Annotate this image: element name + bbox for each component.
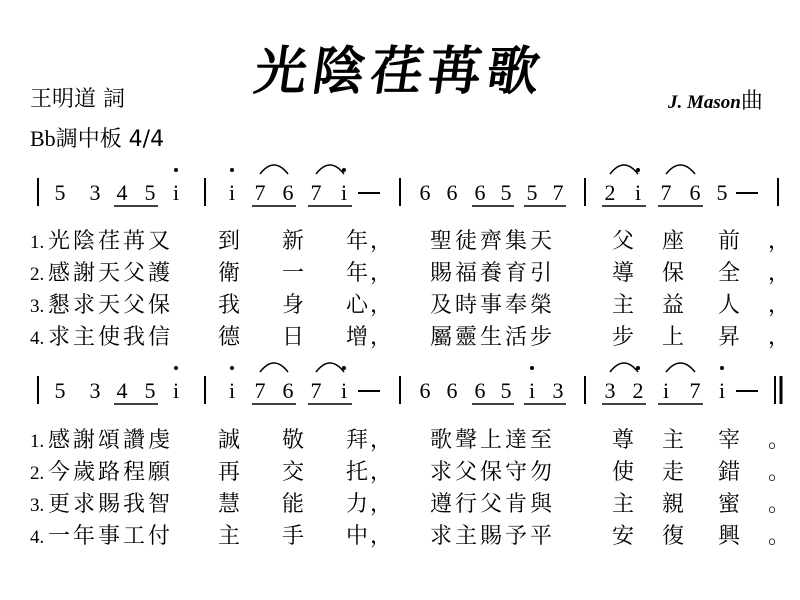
lyric-text: 昇: [718, 325, 741, 350]
lyric-text: 日: [282, 325, 305, 350]
lyric-text: 力: [346, 492, 369, 517]
note: 3: [89, 378, 101, 403]
slur-arc: [666, 165, 695, 174]
note: 2: [632, 378, 644, 403]
song-title: 光陰荏苒歌: [250, 41, 550, 102]
lyricist-credit: 王明道 詞: [30, 87, 125, 112]
note: i: [634, 180, 642, 205]
lyric-text: 父: [612, 229, 635, 254]
note: 6: [474, 378, 486, 403]
slur-arc: [260, 165, 288, 174]
slur-arc: [316, 363, 344, 372]
octave-dot: [230, 366, 234, 370]
note: 5: [500, 378, 512, 403]
note: 6: [282, 378, 294, 403]
verse-number: 2.: [30, 463, 45, 484]
slur-arc: [666, 363, 695, 372]
octave-dot: [636, 366, 640, 370]
lyric-text: 尊: [612, 428, 635, 453]
note: 4: [116, 378, 128, 403]
lyric-text: ，: [370, 325, 393, 350]
lyric-text: ，: [370, 524, 393, 549]
note: 5: [144, 180, 156, 205]
lyric-text: 座: [662, 229, 685, 254]
lyric-text: 我: [218, 293, 241, 318]
lyric-text: 聖徒齊集天: [430, 229, 556, 254]
composer-suffix: 曲: [740, 89, 763, 114]
lyric-text: 交: [282, 460, 305, 485]
lyric-text: ，: [370, 229, 393, 254]
note: 5: [54, 378, 66, 403]
note: 6: [419, 180, 431, 205]
lyric-text: 一: [282, 261, 305, 286]
note: 7: [254, 378, 266, 403]
lyric-text: 蜜: [718, 492, 741, 517]
octave-dot: [174, 168, 178, 172]
lyric-text: 宰: [718, 428, 741, 453]
lyric-text: ，: [370, 293, 393, 318]
lyric-text: 上: [662, 325, 685, 350]
octave-dot: [342, 366, 346, 370]
lyric-text: 導: [612, 261, 635, 286]
verse-number: 1.: [30, 431, 45, 452]
lyric-text: 主: [612, 492, 635, 517]
lyric-text: 主: [612, 293, 635, 318]
note: i: [172, 180, 180, 205]
octave-dot: [530, 366, 534, 370]
lyric-text: 主: [662, 428, 685, 453]
lyric-text: 再: [218, 460, 241, 485]
lyric-text: 遵行父肯與: [430, 492, 556, 517]
lyric-text: 年: [346, 229, 369, 254]
lyric-text: 賜福養育引: [430, 261, 556, 286]
lyric-text: 中: [346, 524, 369, 549]
verse-number: 4.: [30, 328, 45, 349]
lyric-text: 年: [346, 261, 369, 286]
lyric-text: 一年事工付: [48, 524, 174, 549]
note: i: [340, 378, 348, 403]
note: 5: [526, 180, 538, 205]
lyric-text: 新: [282, 229, 305, 254]
note: 3: [89, 180, 101, 205]
verse-number: 3.: [30, 495, 45, 516]
note: i: [172, 378, 180, 403]
lyric-text: 托: [346, 460, 369, 485]
lyric-text: 今歲路程願: [48, 460, 174, 485]
note: 6: [446, 378, 458, 403]
slur-arc: [316, 165, 344, 174]
lyric-text: 到: [218, 229, 241, 254]
note: i: [340, 180, 348, 205]
note: 6: [419, 378, 431, 403]
lyric-text: 主: [218, 524, 241, 549]
lyric-text: 德: [218, 325, 241, 350]
lyric-text: 誠: [218, 428, 241, 453]
lyric-text: ，: [370, 492, 393, 517]
lyric-text: ，: [370, 460, 393, 485]
verse-number: 4.: [30, 527, 45, 548]
lyric-text: ，: [370, 261, 393, 286]
note: i: [718, 378, 726, 403]
note: 7: [660, 180, 672, 205]
lyric-text: 增: [346, 325, 369, 350]
lyric-text: 復: [662, 524, 685, 549]
lyric-text: 保: [662, 261, 685, 286]
verse-number: 3.: [30, 296, 45, 317]
note: 5: [144, 378, 156, 403]
note: i: [228, 378, 236, 403]
note: i: [528, 378, 536, 403]
octave-dot: [230, 168, 234, 172]
key-rest: 調中板 4/4: [55, 127, 165, 152]
lyric-text: 走: [662, 460, 685, 485]
lyric-text: 光陰荏苒又: [48, 229, 174, 254]
note: 3: [604, 378, 616, 403]
note: 6: [282, 180, 294, 205]
note: 5: [54, 180, 66, 205]
lyric-text: 錯: [718, 460, 741, 485]
lyric-text: 全: [718, 261, 741, 286]
composer-name: J. Mason: [668, 92, 741, 113]
lyric-text: 能: [282, 492, 305, 517]
lyric-text: 益: [662, 293, 685, 318]
lyric-text: ，: [768, 325, 791, 350]
lyric-text: 求主賜予平: [430, 524, 556, 549]
note: i: [662, 378, 670, 403]
lyric-text: 懇求天父保: [48, 293, 174, 318]
lyric-text: 。: [768, 492, 791, 517]
lyric-text: 更求賜我智: [48, 492, 174, 517]
lyric-text: 安: [612, 524, 635, 549]
lyric-text: 及時事奉榮: [430, 293, 556, 318]
lyric-text: 求父保守勿: [430, 460, 556, 485]
note: i: [228, 180, 236, 205]
lyric-text: 人: [718, 293, 741, 318]
lyric-text: ，: [768, 229, 791, 254]
octave-dot: [720, 366, 724, 370]
note: 6: [446, 180, 458, 205]
lyric-text: ，: [370, 428, 393, 453]
lyric-text: 手: [282, 524, 305, 549]
lyric-text: ，: [768, 293, 791, 318]
lyric-text: 感謝天父護: [48, 261, 174, 286]
slur-arc: [610, 165, 638, 174]
octave-dot: [342, 168, 346, 172]
key-letter: Bb: [30, 126, 56, 151]
verse-number: 1.: [30, 232, 45, 253]
lyric-text: 屬靈生活步: [430, 325, 556, 350]
lyric-text: 步: [612, 325, 635, 350]
lyric-text: 慧: [218, 492, 241, 517]
lyric-text: ，: [768, 261, 791, 286]
lyric-text: 歌聲上達至: [430, 428, 556, 453]
lyric-text: 拜: [346, 428, 369, 453]
note: 3: [552, 378, 564, 403]
note: 6: [474, 180, 486, 205]
verse-number: 2.: [30, 264, 45, 285]
note: 7: [310, 180, 322, 205]
lyric-text: 心: [346, 293, 369, 318]
note: 7: [254, 180, 266, 205]
note: 6: [689, 180, 701, 205]
lyric-text: 感謝頌讚虔: [48, 428, 174, 453]
slur-arc: [610, 363, 638, 372]
lyric-text: 求主使我信: [48, 325, 174, 350]
lyric-text: 興: [718, 524, 741, 549]
lyric-text: 衛: [218, 261, 241, 286]
lyric-text: 前: [718, 229, 741, 254]
lyric-text: 身: [282, 293, 305, 318]
note: 7: [310, 378, 322, 403]
lyric-text: 敬: [282, 428, 305, 453]
octave-dot: [174, 366, 178, 370]
octave-dot: [636, 168, 640, 172]
note: 2: [604, 180, 616, 205]
lyric-text: 。: [768, 460, 791, 485]
note: 7: [552, 180, 564, 205]
note: 7: [689, 378, 701, 403]
note: 5: [500, 180, 512, 205]
lyric-text: 親: [662, 492, 685, 517]
lyric-text: 。: [768, 428, 791, 453]
slur-arc: [260, 363, 288, 372]
note: 5: [716, 180, 728, 205]
lyric-text: 使: [612, 460, 635, 485]
lyric-text: 。: [768, 524, 791, 549]
note: 4: [116, 180, 128, 205]
